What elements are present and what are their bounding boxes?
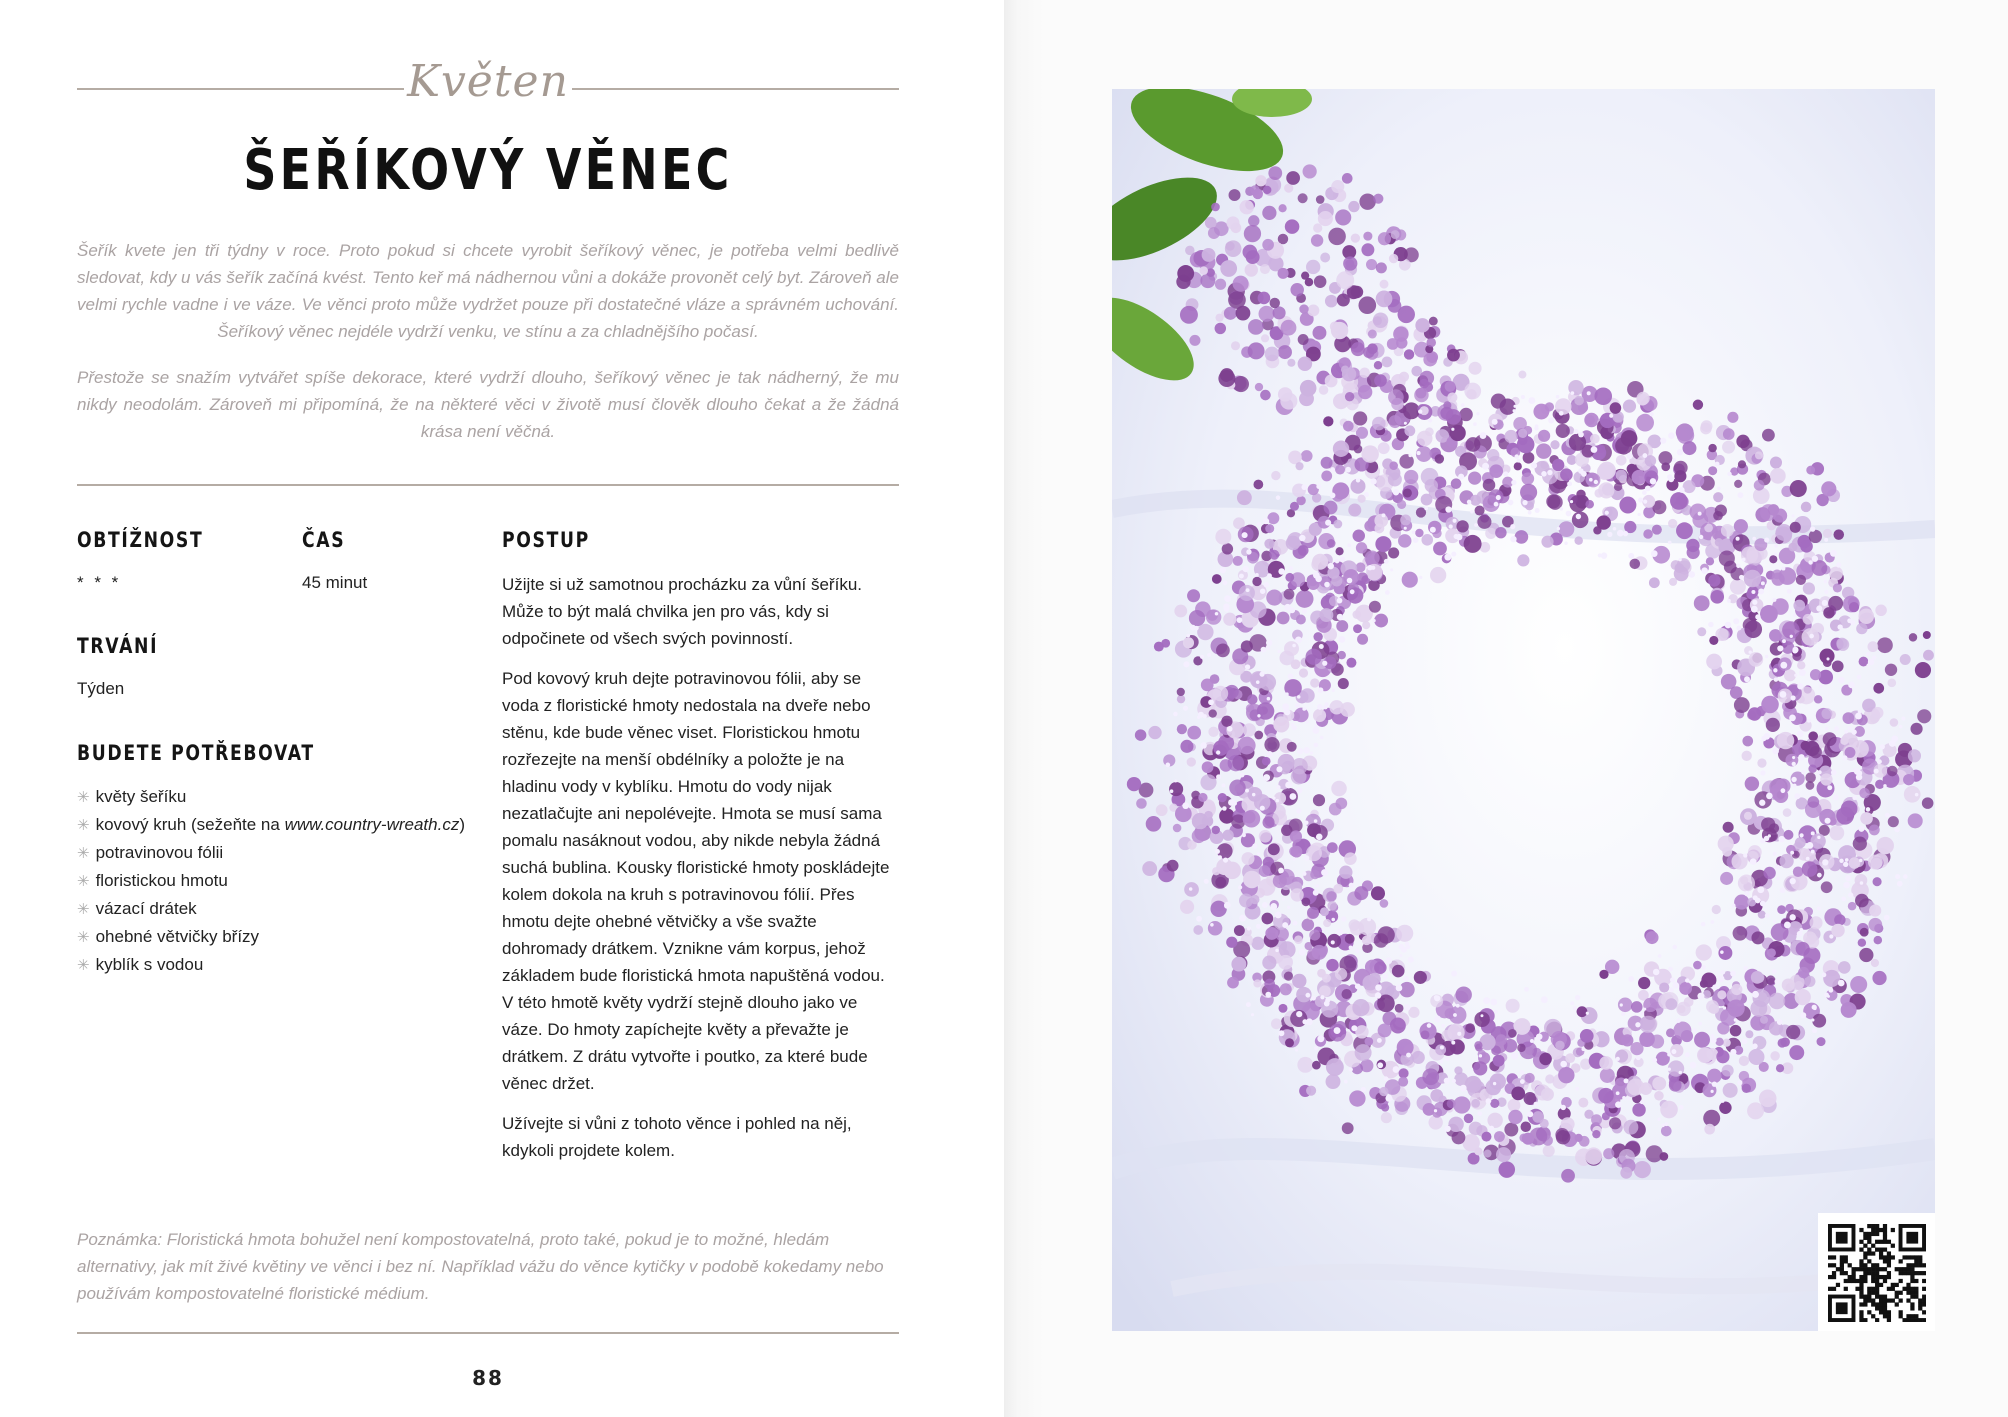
procedure-paragraph: Užijte si už samotnou procházku za vůní šeříku. Může to být malá chvilka jen pro vás, kdy si odpočinete od všech svých povinností. [502,575,862,648]
time-heading: ČAS [302,528,346,552]
divider-line [77,484,899,486]
asterisk-icon: ✳ [77,929,90,946]
asterisk-icon: ✳ [77,845,90,862]
list-item [77,867,465,895]
qr-code-icon[interactable] [1818,1213,1935,1331]
list-item-text: kyblík s vodou [95,955,204,974]
month-label: Květen [407,56,569,107]
list-item-text: ohebné větvičky břízy [95,927,260,946]
intro-paragraph: Šeřík kvete jen tři týdny v roce. Proto pokud si chcete vyrobit šeříkový věnec, je potřeba velmi bedlivě sledovat, kdy u vás šeřík začíná kvést. Tento keř má nádhernou vůni a dokáže provonět celý byt. Zároveň ale velmi rychle vadne i ve váze. Ve věnci proto může vydržet pouze při dostatečné vláze a správném uchování. Šeříkový věnec nejdéle vydrží venku, ve stínu a za chladnějšího počasí. [77,241,899,341]
list-item [77,839,465,867]
procedure-heading: POSTUP [502,528,590,552]
divider-line [77,1332,899,1334]
asterisk-icon: ✳ [77,957,90,974]
qr-code-pattern [1828,1224,1926,1322]
asterisk-icon: ✳ [77,901,90,918]
list-item [77,895,465,923]
page-title: ŠEŘÍKOVÝ VĚNEC [243,138,733,203]
asterisk-icon: ✳ [77,873,90,890]
list-item-text: vázací drátek [95,899,197,918]
needs-heading: BUDETE POTŘEBOVAT [77,741,315,765]
lilac-wreath-photo [1112,89,1935,1331]
list-item [77,923,465,951]
needs-list [77,783,465,979]
list-item-text: floristickou hmotu [95,871,228,890]
website-link[interactable]: www.country-wreath.cz [284,815,460,834]
procedure-paragraph: Užívejte si vůni z tohoto věnce i pohled na něj, kdykoli projdete kolem. [502,1114,852,1160]
asterisk-icon: ✳ [77,789,90,806]
photo-illustration [1112,89,1935,1331]
list-item [77,951,465,979]
intro-paragraph: Přestože se snažím vytvářet spíše dekorace, které vydrží dlouho, šeříkový věnec je tak nádherný, že mu nikdy neodolám. Zároveň mi připomíná, že na některé věci v životě musí člověk dlouho čekat a že žádná krása není věčná. [77,368,899,441]
difficulty-value: * * * [77,573,122,592]
duration-value: Týden [77,679,125,698]
list-item-text: kovový kruh (sežeňte na [95,815,285,834]
list-item-text: květy šeříku [95,787,187,806]
footnote: Poznámka: Floristická hmota bohužel není kompostovatelná, proto také, pokud je to možné, hledám alternativy, jak mít živé květiny ve věnci i bez ní. Například vážu do věnce kytičky v podobě kokedamy nebo používám kompostovatelné floristické médium. [77,1230,884,1303]
divider-line [572,88,899,90]
difficulty-heading: OBTÍŽNOST [77,528,204,552]
duration-heading: TRVÁNÍ [77,634,159,658]
asterisk-icon: ✳ [77,817,90,834]
list-item-text: ) [459,815,466,834]
procedure-text [502,571,897,1177]
procedure-paragraph: Pod kovový kruh dejte potravinovou fólii, aby se voda z floristické hmoty nedostala na dveře nebo stěnu, kde bude věnec viset. Floristickou hmotu rozřezejte na menší obdélníky a položte je na hladinu vody v kyblíku. Hmotu do vody nijak nezatlačujte ani nepolévejte. Hmota se musí sama pomalu nasáknout vodou, aby nikde nebyla žádná suchá bublina. Kousky floristické hmoty poskládejte kolem dokola na kruh s potravinovou fólií. Přes hmotu dejte ohebné větvičky a vše svažte dohromady drátkem. Vznikne vám korpus, jehož základem bude floristická hmota napuštěná vodou. V této hmotě květy vydrží stejně dlouho jako ve váze. Do hmoty zapíchejte květy a převažte je drátkem. Z drátu vytvořte i poutko, za které bude věnec držet. [502,669,890,1093]
list-item [77,811,465,839]
divider-line [77,88,404,90]
month-header [77,52,899,122]
time-value: 45 minut [302,573,368,592]
list-item-text: potravinovou fólii [95,843,224,862]
page-number: 88 [472,1366,504,1390]
list-item [77,783,465,811]
